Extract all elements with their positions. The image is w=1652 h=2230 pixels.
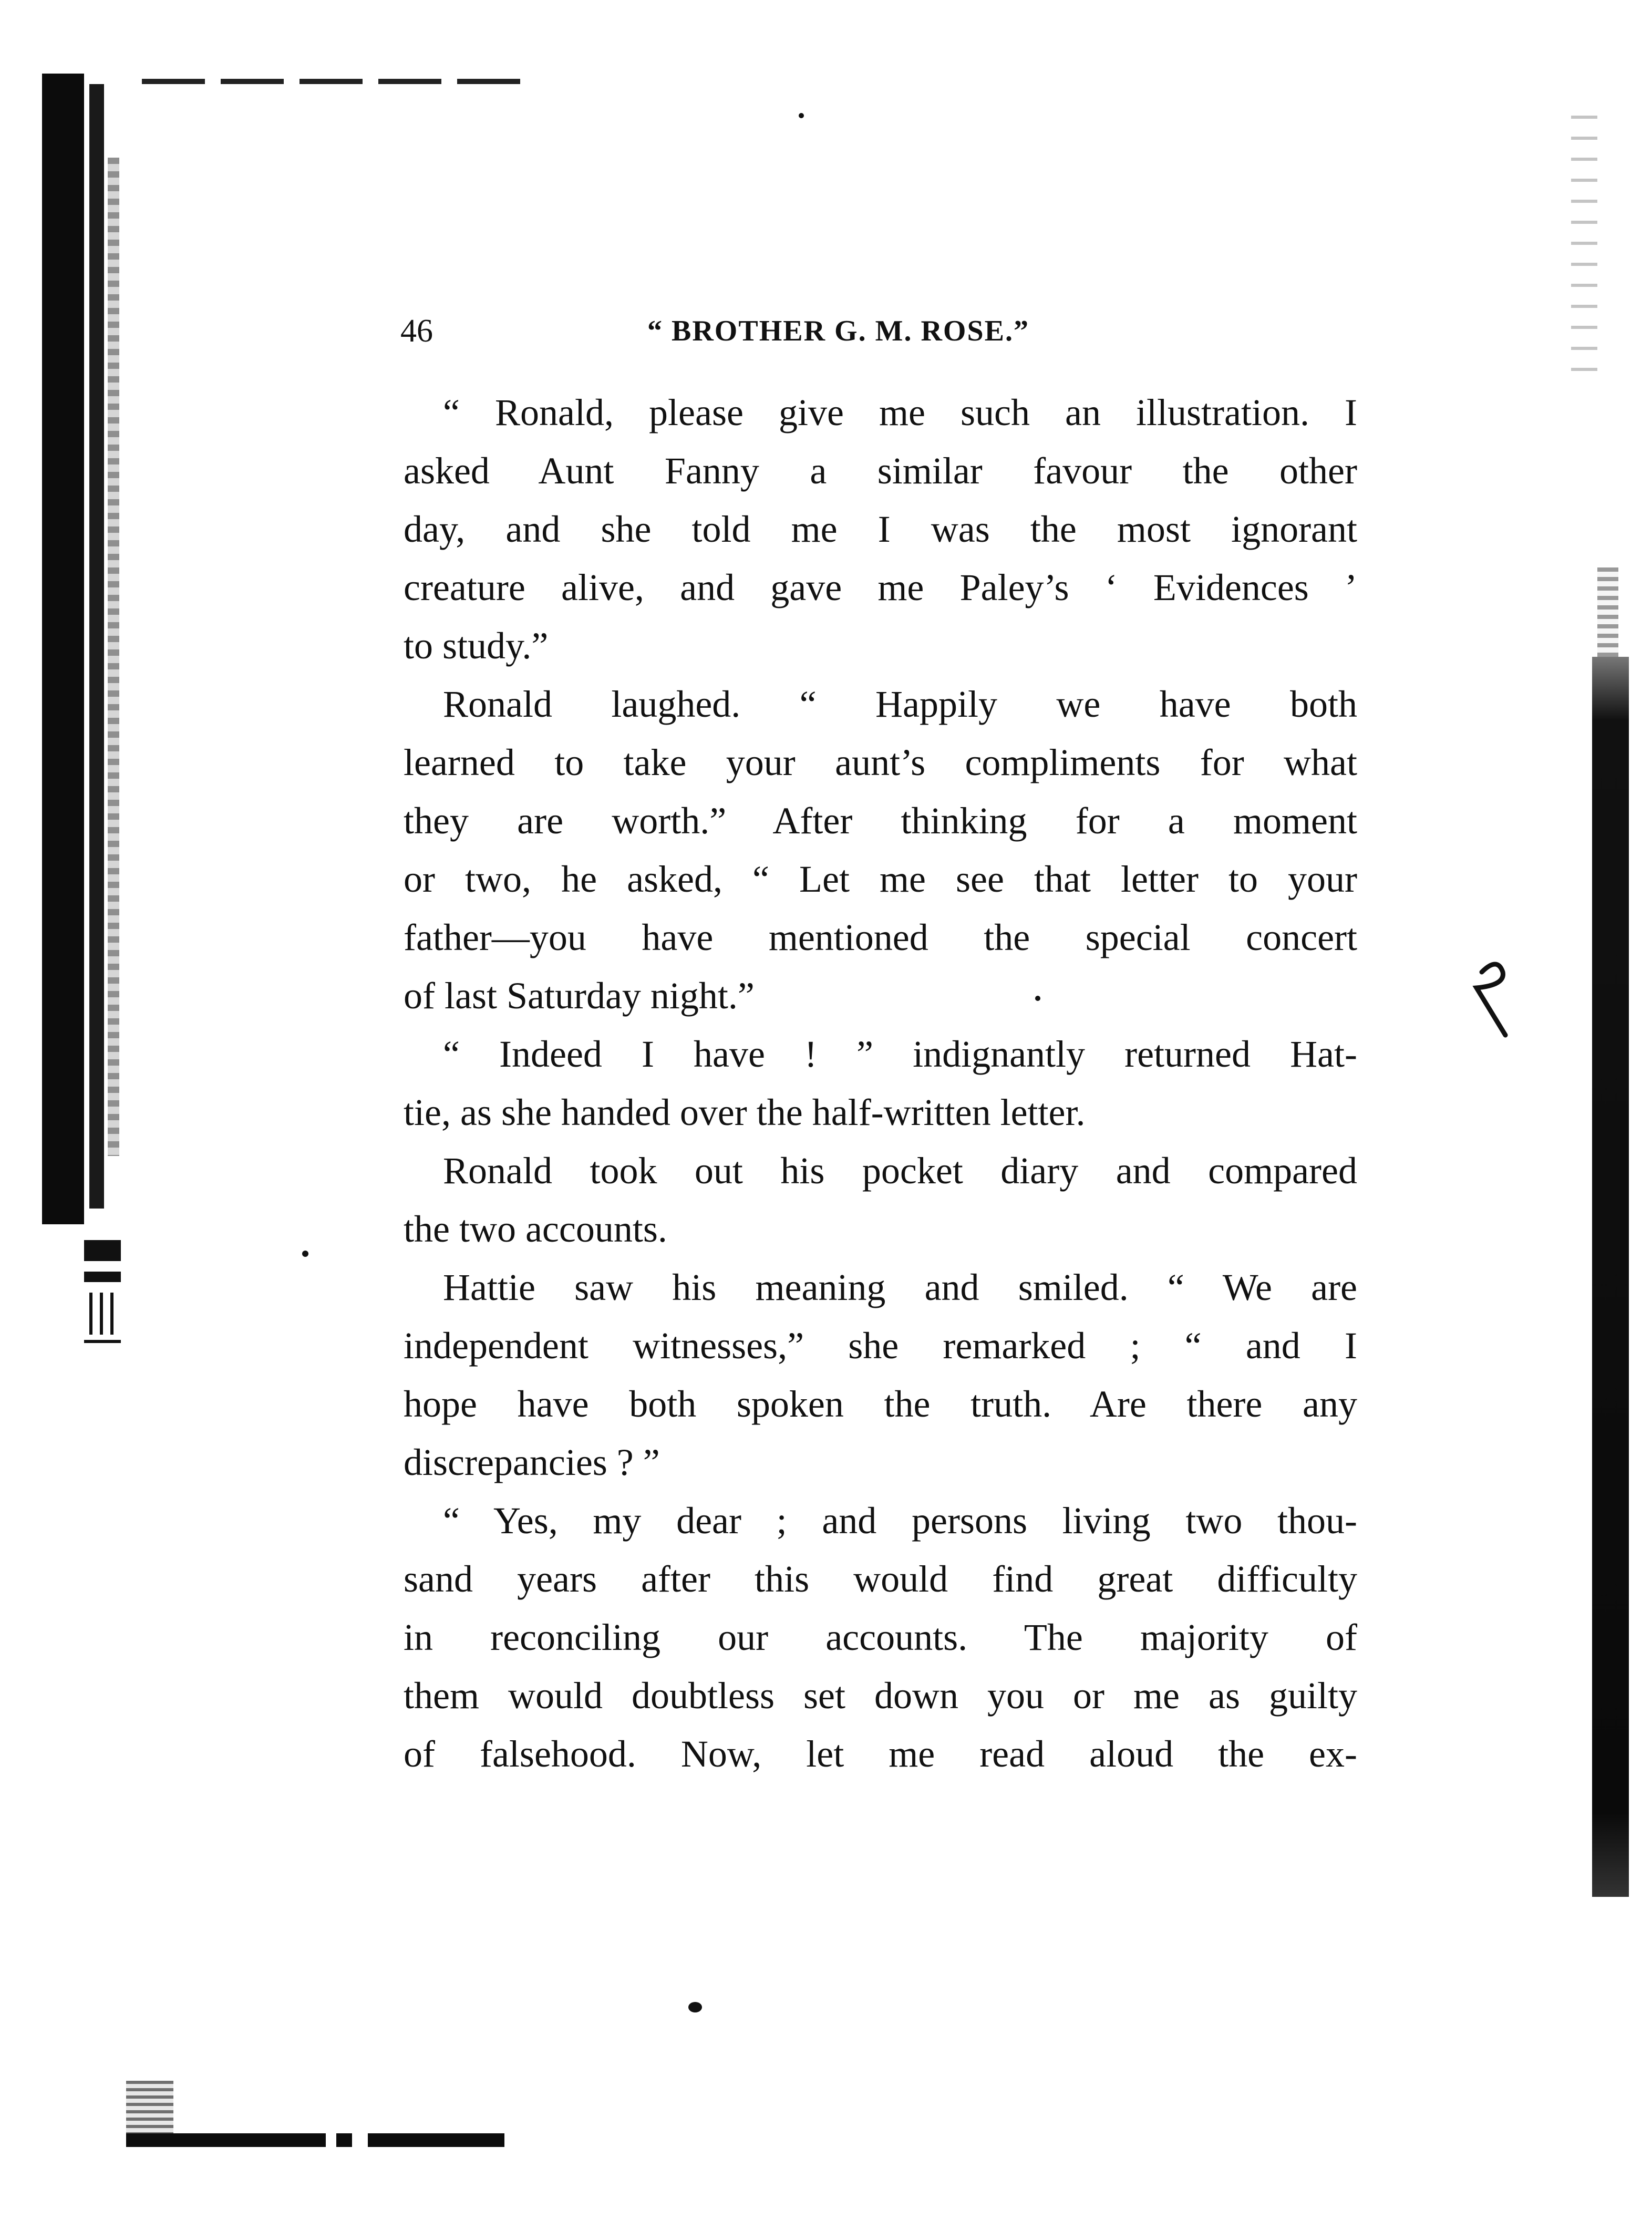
paragraph	[404, 384, 1357, 675]
body-text	[404, 384, 1357, 1783]
text-line: or two, he asked, “ Let me see that letter to your	[404, 858, 1357, 900]
paragraph	[404, 1142, 1357, 1258]
binding-texture-left	[108, 158, 119, 1156]
text-line: the two accounts.	[404, 1208, 667, 1250]
scan-edge-top	[142, 79, 531, 84]
text-line: “ Indeed I have ! ” indignantly returned Hat-	[443, 1033, 1357, 1075]
text-line: of last Saturday night.”	[404, 975, 755, 1017]
text-line: learned to take your aunt’s compliments for what	[404, 741, 1357, 783]
paragraph	[404, 1258, 1357, 1492]
scan-noise-bottom-left	[126, 2081, 173, 2133]
text-line: day, and she told me I was the most ignorant	[404, 508, 1357, 550]
binding-shadow-left	[42, 74, 84, 1224]
scan-marks-left	[84, 1240, 126, 1356]
text-line: creature alive, and gave me Paley’s ‘ Evidences ’	[404, 566, 1357, 608]
text-line: “ Ronald, please give me such an illustration. I	[443, 391, 1357, 433]
text-line: hope have both spoken the truth. Are there any	[404, 1383, 1357, 1425]
text-line: they are worth.” After thinking for a moment	[404, 800, 1357, 842]
text-line: asked Aunt Fanny a similar favour the other	[404, 450, 1357, 492]
ink-speck	[302, 1251, 308, 1257]
scan-noise-right	[1597, 567, 1618, 657]
ink-speck	[799, 113, 804, 118]
paragraph	[404, 1025, 1357, 1142]
text-line: tie, as she handed over the half-written letter.	[404, 1091, 1086, 1133]
running-head	[400, 307, 1451, 355]
paragraph	[404, 675, 1357, 1025]
text-line: sand years after this would find great difficulty	[404, 1558, 1357, 1600]
handwritten-margin-mark	[1466, 956, 1519, 1040]
text-line: Ronald took out his pocket diary and compared	[443, 1150, 1357, 1192]
text-line: Ronald laughed. “ Happily we have both	[443, 683, 1357, 725]
ink-speck	[688, 2002, 702, 2012]
binding-edge-left	[89, 84, 104, 1209]
text-line: “ Yes, my dear ; and persons living two thou-	[443, 1500, 1357, 1542]
text-line: of falsehood. Now, let me read aloud the ex-	[404, 1733, 1357, 1775]
text-line: discrepancies ? ”	[404, 1441, 660, 1483]
text-line: them would doubtless set down you or me as guilty	[404, 1675, 1357, 1717]
text-line: independent witnesses,” she remarked ; “ and I	[404, 1325, 1357, 1367]
text-line: Hattie saw his meaning and smiled. “ We are	[443, 1266, 1357, 1308]
text-line: in reconciling our accounts. The majority of	[404, 1616, 1357, 1658]
text-line: to study.”	[404, 625, 549, 667]
binding-shadow-right	[1592, 657, 1629, 1897]
text-line: father—you have mentioned the special concert	[404, 916, 1357, 958]
scan-edge-bottom	[126, 2133, 504, 2147]
scan-specks-right	[1571, 116, 1597, 378]
page-number: 46	[400, 313, 433, 349]
running-title: “ BROTHER G. M. ROSE.”	[647, 315, 1029, 347]
paragraph	[404, 1492, 1357, 1783]
